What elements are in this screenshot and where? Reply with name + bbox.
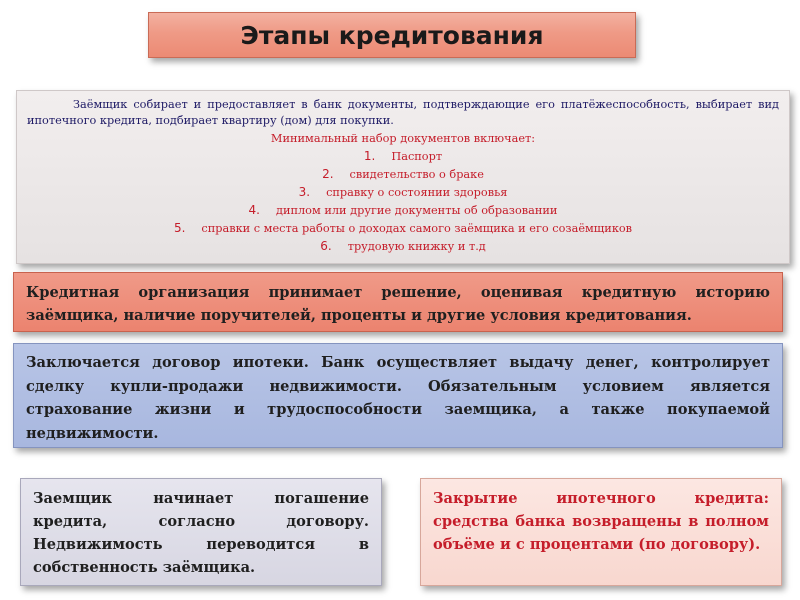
document-text: диплом или другие документы об образовании	[275, 204, 558, 217]
document-number: 6.	[320, 239, 332, 253]
document-item	[27, 219, 779, 237]
document-item	[27, 147, 779, 165]
stage-repayment-text: Заемщик начинает погашение кредита, согласно договору. Недвижимость переводится в собственность заёмщика.	[33, 490, 369, 576]
stage-decision-panel	[13, 272, 783, 332]
stage-documents-intro: Заёмщик собирает и предоставляет в банк документы, подтверждающие его платёжеспособность, выбирает вид ипотечного кредита, подбирает квартиру (дом) для покупки.	[27, 98, 779, 127]
documents-heading: Минимальный набор документов включает:	[270, 132, 536, 145]
stage-documents-panel	[16, 90, 790, 264]
document-text: Паспорт	[391, 150, 443, 163]
document-number: 1.	[363, 149, 376, 163]
page-title: Этапы кредитования	[240, 20, 544, 50]
document-item	[27, 183, 779, 201]
document-text: свидетельство о браке	[349, 168, 484, 181]
document-item	[27, 201, 779, 219]
document-number: 3.	[298, 185, 311, 199]
document-item	[27, 165, 779, 183]
stage-decision-text: Кредитная организация принимает решение, оценивая кредитную историю заёмщика, наличие поручителей, проценты и другие условия кредитования.	[26, 284, 770, 324]
stage-closing-text: Закрытие ипотечного кредита: средства банка возвращены в полном объёме и с процентами (по договору).	[433, 490, 769, 553]
document-text: трудовую книжку и т.д	[347, 240, 486, 253]
document-number: 4.	[248, 203, 260, 217]
stage-closing-panel	[420, 478, 782, 586]
documents-list	[27, 147, 779, 255]
stage-contract-panel	[13, 343, 783, 448]
document-number: 2.	[322, 167, 334, 181]
document-number: 5.	[173, 221, 186, 235]
title-banner	[148, 12, 636, 58]
stage-contract-text: Заключается договор ипотеки. Банк осуществляет выдачу денег, контролирует сделку купли-продажи недвижимости. Обязательным условием является страхование жизни и трудоспособности заемщика, а также покупаемой недвижимости.	[26, 354, 770, 442]
document-text: справки с места работы о доходах самого заёмщика и его созаёмщиков	[201, 222, 633, 235]
document-item	[27, 237, 779, 255]
stage-repayment-panel	[20, 478, 382, 586]
document-text: справку о состоянии здоровья	[326, 186, 508, 199]
